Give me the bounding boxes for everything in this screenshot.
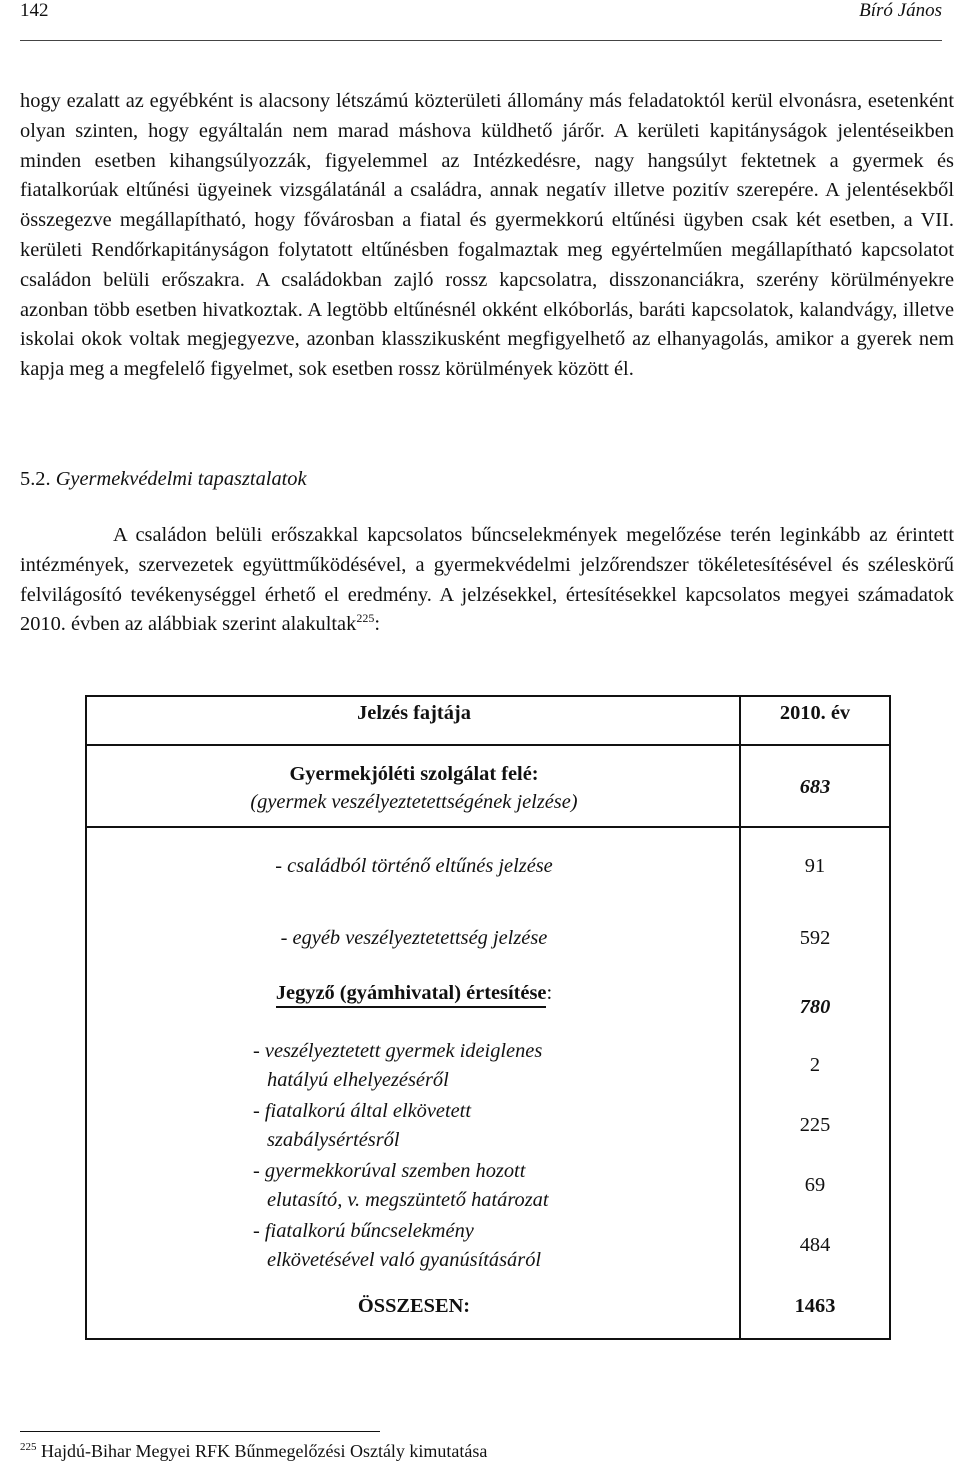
gyermekjoleti-value: 683 [799, 776, 831, 798]
paragraph-2-text: A családon belüli erőszakkal kapcsolatos bűncselekmények megelőzése terén leginkább az érintett intézmények, szervezetek együttműködésével, a gyermekvédelmi jelzőrendszer tökéletesítésével és széleskörű felvilágosító tevékenységgel érhető el eredmény. A jelzésekkel, értesítésekkel kapcsolatos megyei számadatok 2010. évben az alábbiak szerint alakultak [20, 524, 954, 636]
section-number: 5.2. [20, 468, 51, 490]
sub-row-4-value: 484 [799, 1234, 831, 1256]
total-value: 1463 [794, 1295, 836, 1317]
section-heading [20, 465, 307, 494]
jegyzo-title: Jegyző (gyámhivatal) értesítése [276, 980, 547, 1008]
sub-row-3-value: 69 [804, 1174, 826, 1196]
table-border-right [889, 695, 891, 1340]
paragraph-2-end: : [374, 613, 380, 636]
section-title: Gyermekvédelmi tapasztalatok [55, 468, 307, 490]
jegyzo-heading [89, 979, 739, 1008]
page-header [20, 0, 942, 40]
table-border-top [85, 695, 891, 697]
sub-row-1-line-1: - veszélyeztetett gyermek ideiglenes [253, 1040, 543, 1062]
body-paragraph-2 [20, 521, 954, 640]
row-csaladbol-value: 91 [804, 855, 826, 877]
sub-row-3-line-1: - gyermekkorúval szemben hozott [253, 1160, 526, 1182]
total-label: ÖSSZESEN: [357, 1295, 471, 1317]
footnote-text: Hajdú-Bihar Megyei RFK Bűnmegelőzési Osztály kimutatása [41, 1441, 488, 1461]
sub-row-3-label [253, 1157, 653, 1215]
table-header-type: Jelzés fajtája [357, 702, 471, 724]
running-author: Bíró János [859, 0, 942, 21]
table-column-divider [739, 695, 741, 1340]
table-header-year: 2010. év [779, 702, 851, 724]
jegyzo-value: 780 [799, 996, 831, 1018]
sub-row-2-value: 225 [799, 1114, 831, 1136]
row-egyeb-value: 592 [799, 927, 831, 949]
sub-row-3-line-2: elutasító, v. megszüntető határozat [267, 1189, 549, 1211]
sub-row-1-value: 2 [809, 1054, 821, 1076]
body-paragraph-1: hogy ezalatt az egyébként is alacsony létszámú közterületi állomány más feladatoktól kerül elvonásra, esetenként olyan szinten, hogy egyáltalán nem marad máshova küldhető járőr. A kerületi kapitányságok jelentéseikben minden esetben kihangsúlyozzák, figyelemmel az Intézkedésre, nagy hangsúlyt fektetnek a gyermek és fiatalkorúak eltűnési ügyeinek vizsgálatánál a családra, annak negatív illetve pozitív szerepére. A jelentésekből összegezve megállapítható, hogy fővárosban a fiatal és gyermekkorú eltűnési ügyben csak két esetben, a VII. kerületi Rendőrkapitányságon folytatott eltűnésben fogalmaztak meg egyértelműen megállapítható kapcsolatot családon belüli erőszakra. A családokban zajló rossz kapcsolatra, disszonanciákra, szerény körülményekre azonban több esetben hivatkoztak. A legtöbb eltűnésnél okként elkóborlás, baráti kapcsolatok, kalandvágy, illetve iskolai okok voltak megjegyezve, azonban klasszikusként megfigyelhető az elhanyagolás, amikor a gyerek nem kapja meg a megfelelő figyelmet, sok esetben rossz körülmények között él. [20, 90, 954, 381]
table-border-bottom [85, 1338, 891, 1340]
header-divider [20, 40, 942, 41]
signals-table [85, 695, 891, 1340]
footnote-divider [20, 1431, 380, 1432]
table-border-left [85, 695, 87, 1340]
page-number: 142 [20, 0, 49, 21]
sub-row-1-line-2: hatályú elhelyezéséről [267, 1069, 449, 1091]
sub-row-2-label [253, 1097, 653, 1155]
table-header-divider [85, 744, 891, 746]
jegyzo-colon: : [546, 982, 553, 1004]
footnote [20, 1440, 487, 1462]
table-row-divider [85, 826, 891, 828]
footnote-reference: 225 [356, 611, 375, 626]
row-csaladbol-label: - családból történő eltűnés jelzése [275, 855, 553, 877]
sub-row-4-line-2: elkövetésével való gyanúsításáról [267, 1249, 542, 1271]
sub-row-4-line-1: - fiatalkorú bűncselekmény [253, 1220, 474, 1242]
sub-row-4-label [253, 1217, 653, 1275]
gyermekjoleti-subtitle: (gyermek veszélyeztetettségének jelzése) [250, 791, 578, 813]
sub-row-2-line-2: szabálysértésről [267, 1129, 400, 1151]
sub-row-2-line-1: - fiatalkorú által elkövetett [253, 1100, 472, 1122]
sub-row-1-label [253, 1037, 653, 1095]
gyermekjoleti-title: Gyermekjóléti szolgálat felé: [289, 763, 539, 785]
footnote-number: 225 [20, 1441, 37, 1453]
row-egyeb-label: - egyéb veszélyeztetettség jelzése [280, 927, 548, 949]
